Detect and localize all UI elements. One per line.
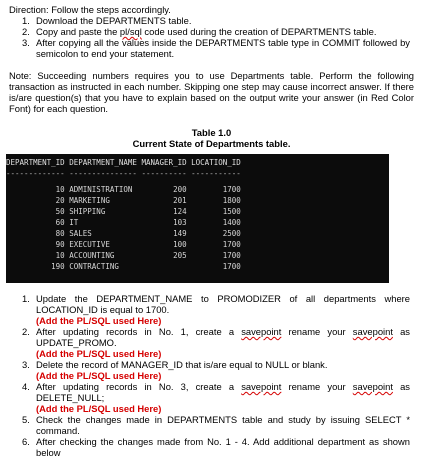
terminal-separator: ------------- --------------- ---------- ----------- bbox=[6, 169, 241, 178]
terminal-row: 50 SHIPPING 124 1500 bbox=[6, 207, 241, 216]
terminal-row: 60 IT 103 1400 bbox=[6, 218, 241, 227]
terminal-output bbox=[6, 154, 389, 283]
terminal-row: 10 ACCOUNTING 205 1700 bbox=[6, 251, 241, 260]
note-paragraph: Note: Succeeding numbers requires you to use Departments table. Perform the following transaction as instructed in each number. Skipping one step may cause incorrect answer. If there is/are question(s) that you have to explain based on the output write your answer (in Red Color Font) for each question. bbox=[9, 70, 414, 114]
bottom-steps-list bbox=[22, 293, 410, 458]
step-number: 2. bbox=[22, 26, 30, 37]
step-text: Copy and paste the bbox=[36, 26, 120, 37]
step-number: 2. bbox=[22, 326, 30, 337]
bottom-step-4 bbox=[22, 381, 410, 414]
step-text: Update the DEPARTMENT_NAME to PROMODIZER of all departments where LOCATION_ID is equal to 1700. bbox=[36, 293, 410, 315]
step-text: After updating records in No. 3, create a bbox=[36, 381, 242, 392]
spellcheck-word: pl/sql bbox=[119, 26, 142, 37]
step-number: 3. bbox=[22, 37, 30, 48]
step-number: 1. bbox=[22, 15, 30, 26]
step-text: After updating records in No. 1, create a bbox=[36, 326, 242, 337]
table-caption: Current State of Departments table. bbox=[132, 138, 291, 149]
step-number: 3. bbox=[22, 359, 30, 370]
terminal-row: 10 ADMINISTRATION 200 1700 bbox=[6, 185, 241, 194]
direction-text: Direction: Follow the steps accordingly. bbox=[9, 4, 171, 15]
terminal-row: 80 SALES 149 2500 bbox=[6, 229, 241, 238]
spellcheck-word: savepoint bbox=[241, 381, 282, 392]
step-number: 4. bbox=[22, 381, 30, 392]
answer-placeholder: (Add the PL/SQL used Here) bbox=[36, 403, 162, 414]
top-steps-list bbox=[22, 15, 410, 59]
step-text: After checking the changes made from No. 1 - 4. Add additional department as shown below bbox=[36, 436, 410, 458]
top-step-1 bbox=[22, 15, 410, 26]
answer-placeholder: (Add the PL/SQL used Here) bbox=[36, 315, 162, 326]
bottom-step-6 bbox=[22, 436, 410, 458]
step-text: rename your bbox=[281, 326, 353, 337]
step-text: rename your bbox=[281, 381, 353, 392]
spellcheck-word: savepoint bbox=[352, 326, 393, 337]
spellcheck-word: savepoint bbox=[241, 326, 282, 337]
terminal-row: 190 CONTRACTING 1700 bbox=[6, 262, 241, 271]
step-text: After copying all the values inside the DEPARTMENTS table type in COMMIT followed by semicolon to end your statement. bbox=[36, 37, 410, 59]
terminal-row: 90 EXECUTIVE 100 1700 bbox=[6, 240, 241, 249]
bottom-step-5 bbox=[22, 414, 410, 436]
bottom-step-2 bbox=[22, 326, 410, 359]
answer-placeholder: (Add the PL/SQL used Here) bbox=[36, 370, 162, 381]
step-number: 6. bbox=[22, 436, 30, 447]
terminal-header: DEPARTMENT_ID DEPARTMENT_NAME MANAGER_ID LOCATION_ID bbox=[6, 158, 241, 167]
answer-placeholder: (Add the PL/SQL used Here) bbox=[36, 348, 162, 359]
terminal-row: 20 MARKETING 201 1800 bbox=[6, 196, 241, 205]
step-text: Download the DEPARTMENTS table. bbox=[36, 15, 192, 26]
bottom-step-3 bbox=[22, 359, 410, 381]
step-number: 5. bbox=[22, 414, 30, 425]
step-text: code used during the creation of DEPARTMENTS table. bbox=[141, 26, 377, 37]
step-text: Check the changes made in DEPARTMENTS table and study by issuing SELECT * command. bbox=[36, 414, 410, 436]
table-title: Table 1.0 bbox=[191, 127, 232, 138]
top-step-3 bbox=[22, 37, 410, 59]
top-step-2 bbox=[22, 26, 410, 37]
spellcheck-word: savepoint bbox=[352, 381, 393, 392]
step-text: as DELETE_NULL; bbox=[36, 381, 410, 403]
step-text: Delete the record of MANAGER_ID that is/are equal to NULL or blank. bbox=[36, 359, 328, 370]
step-text: as UPDATE_PROMO. bbox=[36, 326, 410, 348]
bottom-step-1 bbox=[22, 293, 410, 326]
step-number: 1. bbox=[22, 293, 30, 304]
